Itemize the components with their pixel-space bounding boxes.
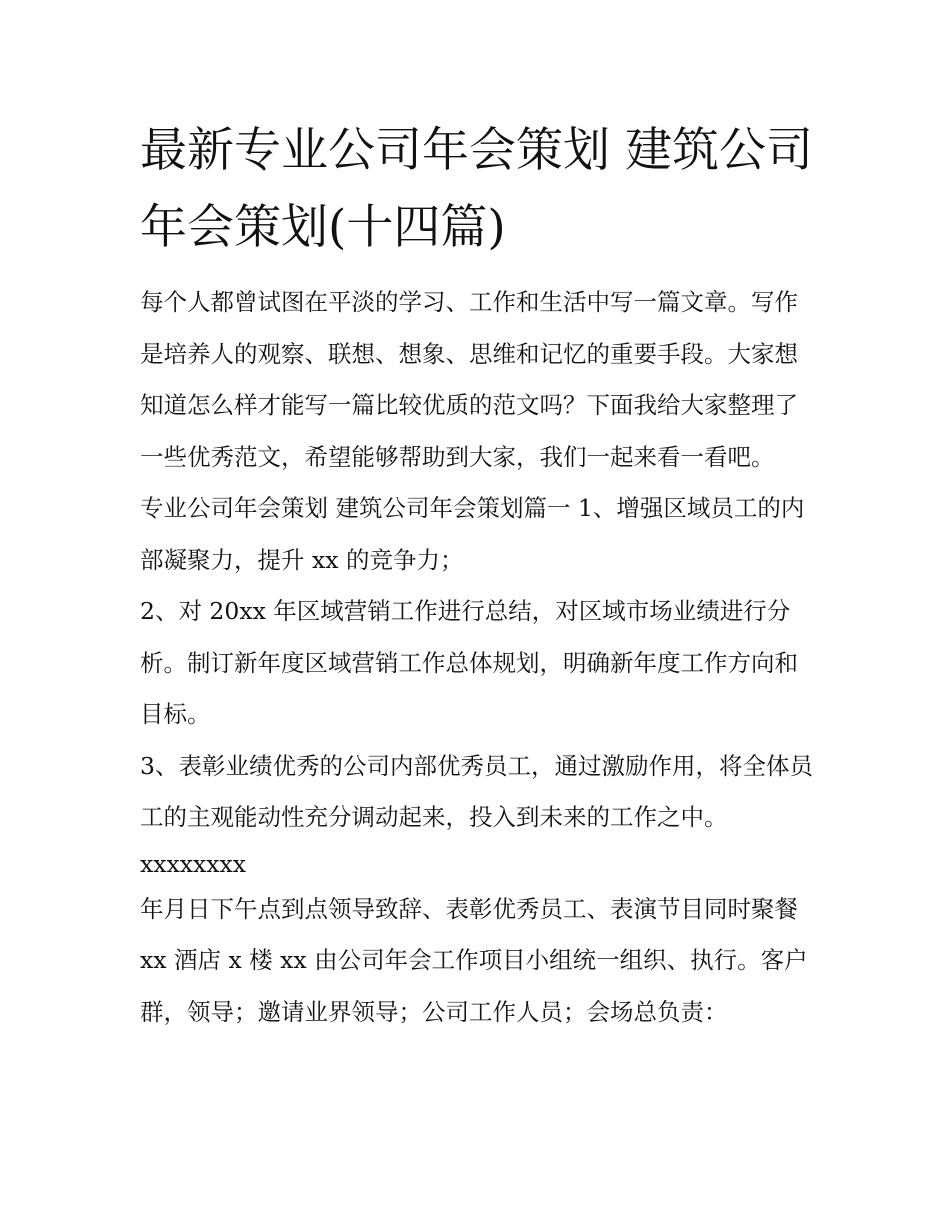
document-page: [140, 112, 820, 1038]
placeholder-line: xxxxxxxx: [140, 849, 247, 878]
document-title: 最新专业公司年会策划 建筑公司年会策划(十四篇): [140, 123, 813, 255]
section-one-goal-1: 专业公司年会策划 建筑公司年会策划篇一 1、增强区域员工的内部凝聚力，提升 xx 的竞争力；: [140, 494, 805, 574]
document-body: [140, 277, 820, 1038]
event-details-paragraph: 年月日下午点到点领导致辞、表彰优秀员工、表演节目同时聚餐 xx 酒店 x 楼 xx 由公司年会工作项目小组统一组织、执行。客户群，领导；邀请业界领导；公司工作人员；会场总负责：: [140, 894, 808, 1026]
section-one-goal-2: 2、对 20xx 年区域营销工作进行总结，对区域市场业绩进行分析。制订新年度区域营销工作总体规划，明确新年度工作方向和目标。: [140, 597, 798, 728]
section-one-goal-3: 3、表彰业绩优秀的公司内部优秀员工，通过激励作用，将全体员工的主观能动性充分调动起来，投入到未来的工作之中。: [140, 751, 813, 831]
intro-paragraph: 每个人都曾试图在平淡的学习、工作和生活中写一篇文章。写作是培养人的观察、联想、想象、思维和记忆的重要手段。大家想知道怎么样才能写一篇比较优质的范文吗？下面我给大家整理了一些优秀范文，希望能够帮助到大家，我们一起来看一看吧。: [140, 288, 798, 471]
